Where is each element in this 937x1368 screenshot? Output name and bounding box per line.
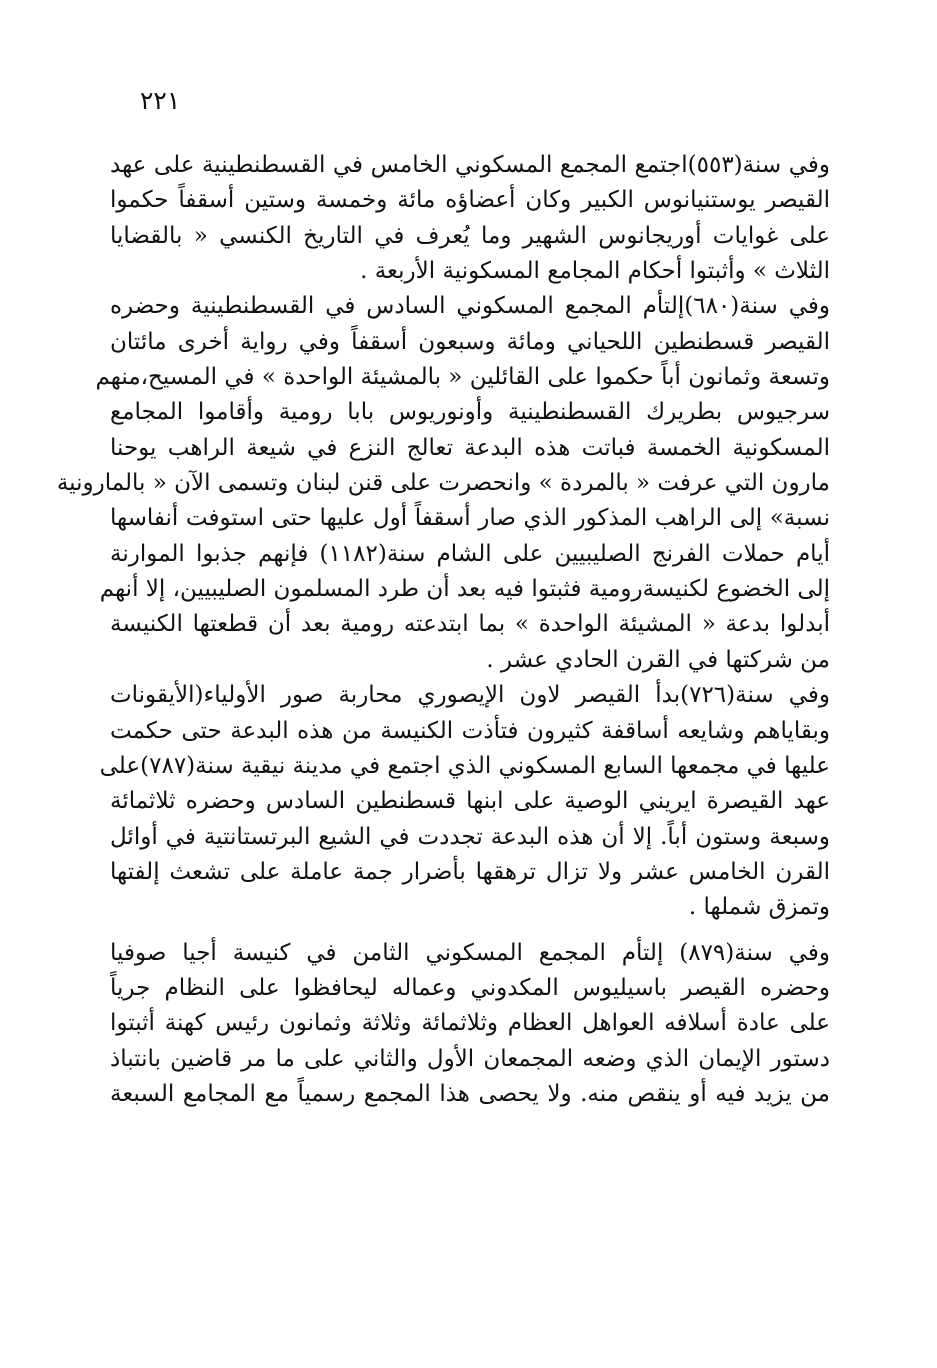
text-line: عهد القيصرة ايريني الوصية على ابنها قسطنطين السادس وحضره ثلاثمائة: [110, 788, 830, 815]
page-number: ٢٢١: [140, 86, 181, 115]
text-line: على غوايات أوريجانوس الشهير وما يُعرف في التاريخ الكنسي « بالقضايا: [110, 222, 830, 249]
text-line: أبدلوا بدعة « المشيئة الواحدة » بما ابتدعته رومية بعد أن قطعتها الكنيسة: [110, 611, 830, 638]
text-line: نسبة» إلى الراهب المذكور الذي صار أسقفاً أول عليها حتى استوفت أنفاسها: [110, 505, 830, 532]
text-line: الثلاث » وأثبتوا أحكام المجامع المسكونية الأربعة .: [360, 258, 830, 285]
paragraph-spacer: [110, 926, 830, 936]
text-line: القيصر قسطنطين اللحياني ومائة وسبعون أسقفاً وفي رواية أخرى مائتان: [110, 328, 830, 355]
text-line: وتمزق شملها .: [688, 894, 830, 921]
text-line: وسبعة وستون أباً. إلا أن هذه البدعة تجددت في الشيع البرتستانتية في أوائل: [110, 823, 830, 850]
text-line: من يزيد فيه أو ينقص منه. ولا يحصى هذا المجمع رسمياً مع المجامع السبعة: [110, 1080, 830, 1107]
text-line: وفي سنة(٨٧٩) إلتأم المجمع المسكوني الثامن في كنيسة أجيا صوفيا: [110, 939, 830, 966]
text-line: مارون التي عرفت « بالمردة » وانحصرت على قنن لبنان وتسمى الآن « بالمارونية: [56, 470, 830, 497]
text-line: القيصر يوستنيانوس الكبير وكان أعضاؤه مائة وخمسة وستين أسقفاً حكموا: [110, 187, 830, 214]
text-line: وفي سنة(٧٢٦)بدأ القيصر لاون الإيصوري محاربة صور الأولياء(الأيقونات: [110, 682, 830, 709]
text-line: القرن الخامس عشر ولا تزال ترهقها بأضرار جمة عاملة على تشعث إلفتها: [110, 858, 830, 885]
text-body: [56, 148, 830, 1112]
text-line: وتسعة وثمانون أباً حكموا على القائلين « بالمشيئة الواحدة » في المسيح،منهم: [95, 364, 830, 391]
text-line: وحضره القيصر باسيليوس المكدوني وعماله ليحافظوا على النظام جرياً: [110, 974, 830, 1001]
text-line: وفي سنة(٦٨٠)إلتأم المجمع المسكوني السادس في القسطنطينية وحضره: [110, 293, 830, 320]
paragraph-1: [110, 148, 830, 289]
text-line: سرجيوس بطريرك القسطنطينية وأونوريوس بابا رومية وأقاموا المجامع: [110, 399, 830, 426]
text-line: المسكونية الخمسة فباتت هذه البدعة تعالج النزع في شيعة الراهب يوحنا: [110, 434, 830, 461]
paragraph-2: [56, 289, 830, 678]
text-line: دستور الإيمان الذي وضعه المجمعان الأول والثاني على ما مر قاضين بانتباذ: [110, 1045, 830, 1072]
text-line: وبقاياهم وشايعه أساقفة كثيرون فتأذت الكنيسة من هذه البدعة حتى حكمت: [110, 717, 830, 744]
paragraph-3: [99, 678, 830, 925]
text-line: على عادة أسلافه العواهل العظام وثلاثمائة وثلاثة وثمانون رئيس كهنة أثبتوا: [110, 1010, 830, 1037]
paragraph-4: [110, 936, 830, 1113]
text-line: أيام حملات الفرنج الصليبيين على الشام سنة(١١٨٢) فإنهم جذبوا الموارنة: [110, 540, 830, 567]
text-line: وفي سنة(٥٥٣)اجتمع المجمع المسكوني الخامس في القسطنطينية على عهد: [110, 152, 830, 178]
text-line: إلى الخضوع لكنيسةرومية فثبتوا فيه بعد أن طرد المسلمون الصليبيين، إلا أنهم: [99, 576, 830, 603]
text-line: عليها في مجمعها السابع المسكوني الذي اجتمع في مدينة نيقية سنة(٧٨٧)على: [99, 752, 830, 779]
text-line: من شركتها في القرن الحادي عشر .: [486, 646, 830, 673]
